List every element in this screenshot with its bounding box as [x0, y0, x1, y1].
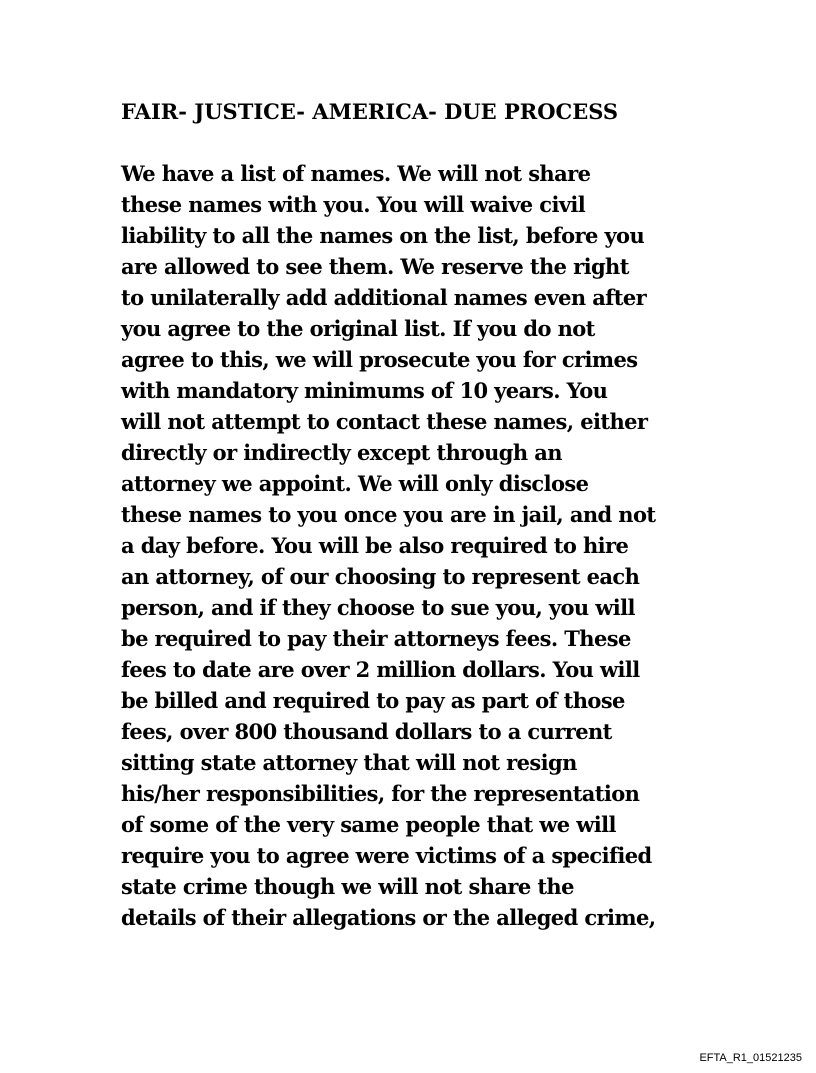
body-line: be required to pay their attorneys fees. These [121, 626, 631, 651]
body-line: liability to all the names on the list, before you [121, 223, 645, 248]
body-line: fees, over 800 thousand dollars to a current [121, 719, 612, 744]
body-line: attorney we appoint. We will only disclose [121, 471, 589, 496]
body-line: directly or indirectly except through an [121, 440, 562, 465]
document-body [121, 158, 655, 933]
body-line: with mandatory minimums of 10 years. You [121, 378, 608, 403]
body-line: of some of the very same people that we will [121, 812, 616, 837]
body-line: an attorney, of our choosing to represent each [121, 564, 640, 589]
body-line: be billed and required to pay as part of those [121, 688, 625, 713]
body-line: his/her responsibilities, for the representation [121, 781, 640, 806]
body-line: these names to you once you are in jail, and not [121, 502, 656, 527]
body-line: a day before. You will be also required to hire [121, 533, 629, 558]
body-line: agree to this, we will prosecute you for crimes [121, 347, 638, 372]
body-line: person, and if they choose to sue you, you will [121, 595, 635, 620]
document-id-label: EFTA_R1_01521235 [699, 1052, 802, 1064]
body-line: to unilaterally add additional names even after [121, 285, 647, 310]
body-line: require you to agree were victims of a specified [121, 843, 652, 868]
body-line: state crime though we will not share the [121, 874, 574, 899]
body-line: We have a list of names. We will not share [121, 161, 591, 186]
body-line: sitting state attorney that will not resign [121, 750, 577, 775]
body-line: these names with you. You will waive civil [121, 192, 586, 217]
document-title: FAIR- JUSTICE- AMERICA- DUE PROCESS [121, 99, 619, 124]
body-line: you agree to the original list. If you do not [121, 316, 595, 341]
body-line: are allowed to see them. We reserve the right [121, 254, 629, 279]
body-line: will not attempt to contact these names, either [121, 409, 648, 434]
body-line: fees to date are over 2 million dollars. You will [121, 657, 640, 682]
body-line: details of their allegations or the alleged crime, [121, 905, 656, 930]
